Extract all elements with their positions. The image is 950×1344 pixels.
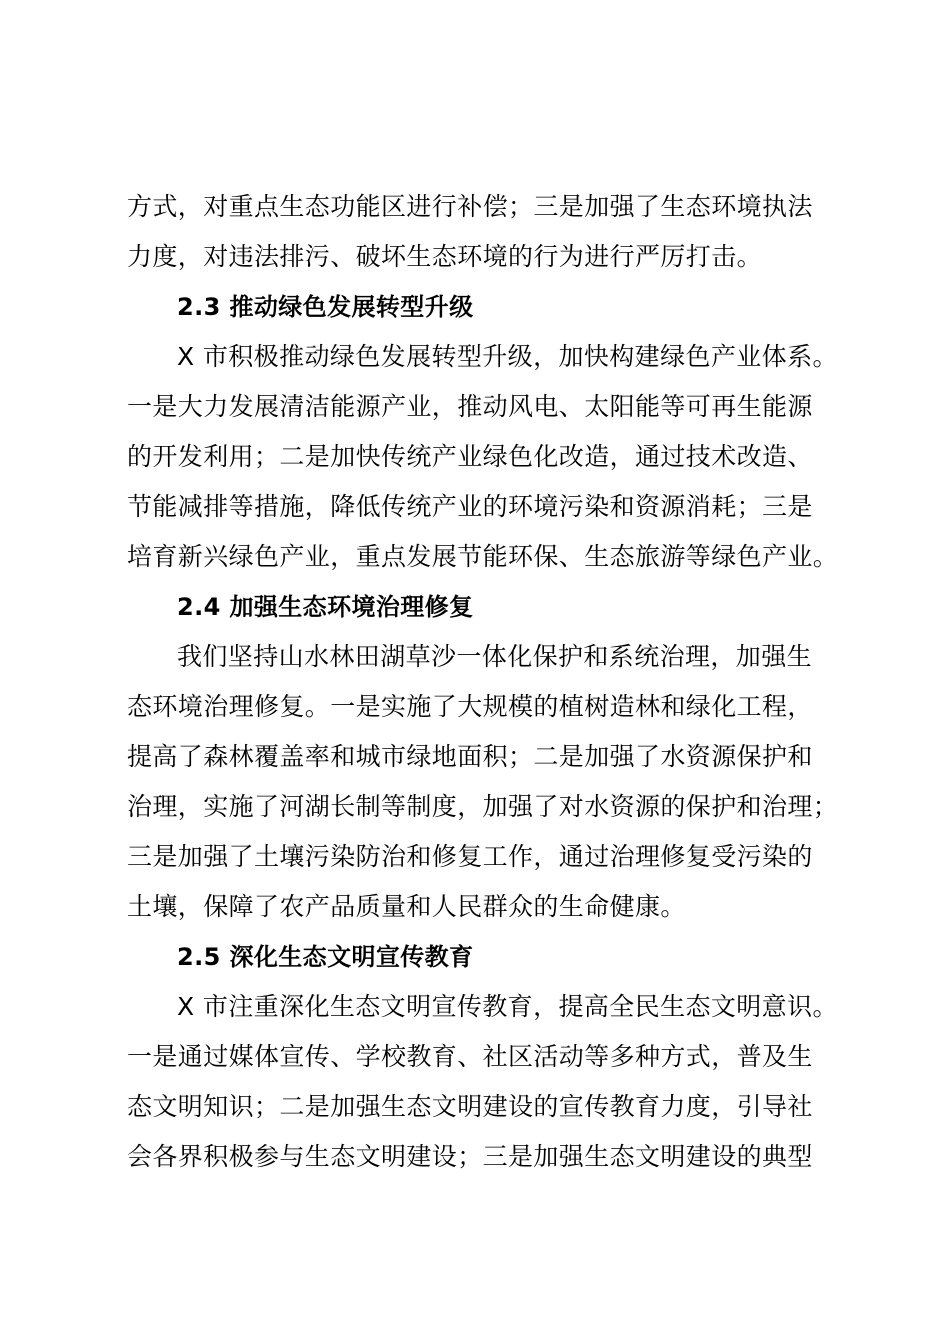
- paragraph-line: 态文明知识；二是加强生态文明建设的宣传教育力度，引导社: [127, 1092, 813, 1121]
- paragraph-line: 一是大力发展清洁能源产业，推动风电、太阳能等可再生能源: [127, 392, 813, 421]
- paragraph-line: 一是通过媒体宣传、学校教育、社区活动等多种方式，普及生: [127, 1042, 813, 1071]
- paragraph-line: X 市积极推动绿色发展转型升级，加快构建绿色产业体系。: [177, 342, 838, 371]
- paragraph-line: 态环境治理修复。一是实施了大规模的植树造林和绿化工程，: [127, 692, 813, 721]
- section-heading-2-3: 2.3 推动绿色发展转型升级: [177, 293, 474, 321]
- section-heading-2-4: 2.4 加强生态环境治理修复: [177, 593, 474, 621]
- paragraph-line: 提高了森林覆盖率和城市绿地面积；二是加强了水资源保护和: [127, 742, 813, 771]
- paragraph-line: 方式，对重点生态功能区进行补偿；三是加强了生态环境执法: [127, 192, 813, 221]
- paragraph-line: 土壤，保障了农产品质量和人民群众的生命健康。: [127, 892, 686, 921]
- paragraph-line: 培育新兴绿色产业，重点发展节能环保、生态旅游等绿色产业。: [127, 542, 839, 571]
- paragraph-line: 会各界积极参与生态文明建设；三是加强生态文明建设的典型: [127, 1142, 813, 1171]
- paragraph-line: 节能减排等措施，降低传统产业的环境污染和资源消耗；三是: [127, 492, 813, 521]
- paragraph-line: 我们坚持山水林田湖草沙一体化保护和系统治理，加强生: [177, 642, 813, 671]
- paragraph-line: 三是加强了土壤污染防治和修复工作，通过治理修复受污染的: [127, 842, 813, 871]
- paragraph-line: 力度，对违法排污、破坏生态环境的行为进行严厉打击。: [127, 242, 763, 271]
- paragraph-line: X 市注重深化生态文明宣传教育，提高全民生态文明意识。: [177, 992, 838, 1021]
- section-heading-2-5: 2.5 深化生态文明宣传教育: [177, 943, 474, 971]
- paragraph-line: 的开发利用；二是加快传统产业绿色化改造，通过技术改造、: [127, 442, 813, 471]
- paragraph-line: 治理，实施了河湖长制等制度，加强了对水资源的保护和治理；: [127, 792, 839, 821]
